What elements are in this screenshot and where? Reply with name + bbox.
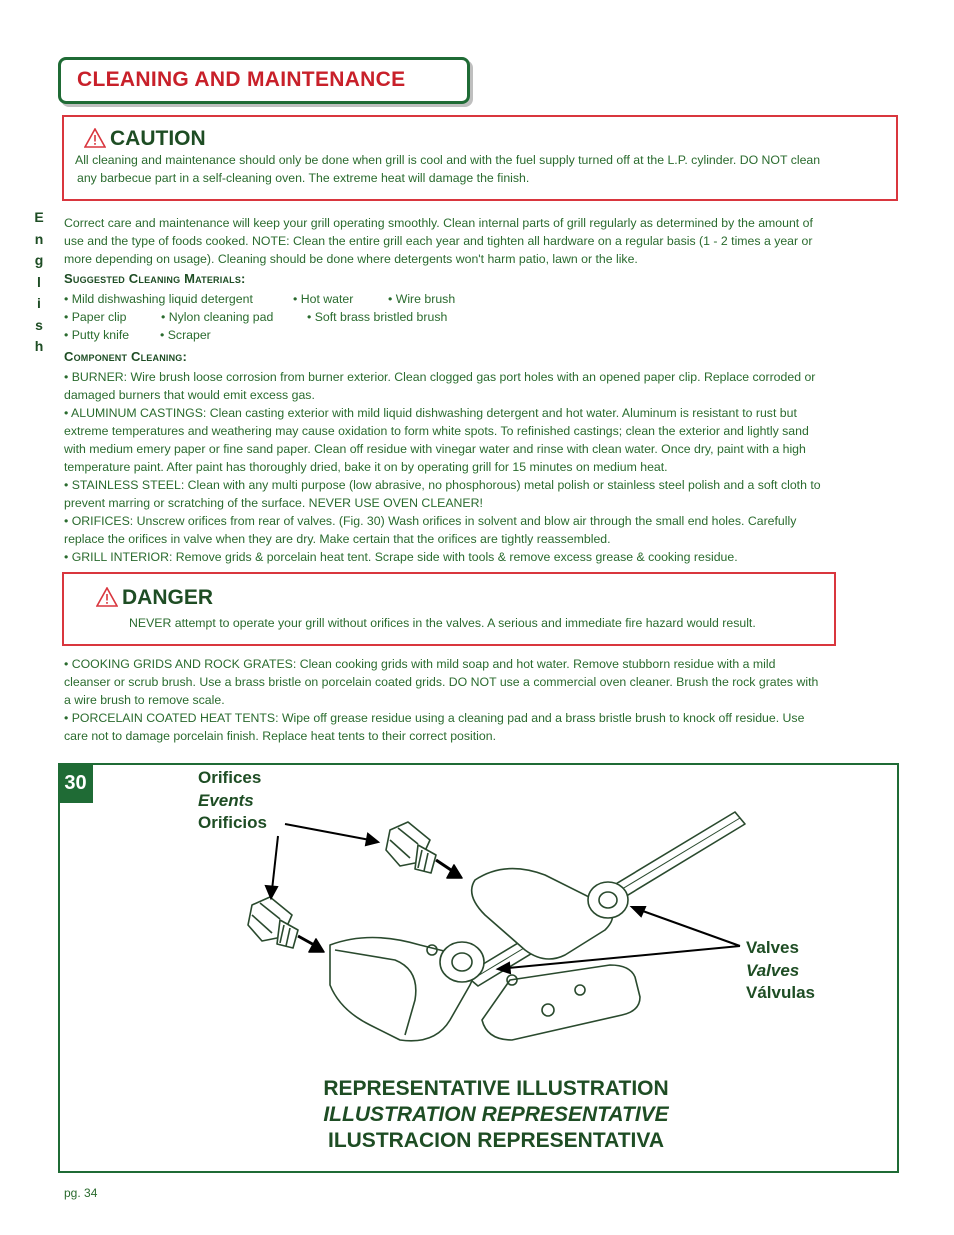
valves-label: Valves Valves Válvulas xyxy=(746,938,815,1002)
grids-tents-paragraphs: • COOKING GRIDS AND ROCK GRATES: Clean cooking grids with mild soap and hot water. Remove stubborn residue with a mild cleanser or scrub brush. Use a brass bristle on porcelain coated grids. DO NOT use a commercial oven cleaner. Brush the rock grates with a wire brush to remove scale. • PORCELAIN COATED HEAT TENTS: Wipe off grease residue using a cleaning pad and a brass bristle brush to knock off residue. Use care not to damage porcelain finish. Replace heat tents to their correct position. xyxy=(64,657,819,743)
intro-paragraph: Correct care and maintenance will keep your grill operating smoothly. Clean internal parts of grill regularly as determined by the amount of use and the type of foods cooked. NOTE: Clean the entire grill each year and tighten all hardware on a regular basis (1 - 2 times a year or more depending on usage). Cleaning should be done where detergents won't harm patio, lawn or the like. xyxy=(64,216,813,266)
section-title: CLEANING AND MAINTENANCE xyxy=(77,68,406,91)
page-number: pg. 34 xyxy=(64,1186,98,1200)
materials-heading: Suggested Cleaning Materials: xyxy=(64,271,246,286)
warning-triangle-icon xyxy=(84,128,106,148)
danger-text: NEVER attempt to operate your grill without orifices in the valves. A serious and immediate fire hazard would result. xyxy=(129,616,756,630)
valve-orifice-illustration xyxy=(240,800,750,1060)
materials-row: • Paper clip • Nylon cleaning pad • Soft brass bristled brush xyxy=(64,310,448,324)
section-title-box xyxy=(58,57,470,104)
language-side-label: E n g l i s h xyxy=(34,209,44,354)
caution-line: All cleaning and maintenance should only be done when grill is cool and with the fuel supply turned off at the L.P. cylinder. DO NOT clean xyxy=(75,153,821,167)
materials-row: • Putty knife • Scraper xyxy=(64,328,211,342)
component-paragraphs: • BURNER: Wire brush loose corrosion from burner exterior. Clean clogged gas port holes with an opened paper clip. Replace corroded or damaged burners that would emit excess gas. • ALUMINUM CASTINGS: Clean casting exterior with mild liquid dishwashing detergent and hot water. Aluminum is resistant to rust but extreme temperatures and weathering may cause oxidation to form white spots. To refinished castings; clean the exterior and lightly sand with medium emery paper or fine sand paper. Clean off residue with vinegar water and rinse with clean water. Once dry, paint with a high temperature paint. After paint has thoroughly dried, bake it on by operating grill for 15 minutes on medium heat. • STAINLESS STEEL: Clean with any multi purpose (low abrasive, no phosphorous) metal polish or stainless steel polish and a soft cloth to prevent marring or scratching of the surface. NEVER USE OVEN CLEANER! • ORIFICES: Unscrew orifices from rear of valves. (Fig. 30) Wash orifices in solvent and blow air through the small end holes. Carefully replace the orifices in valve when they are dry. Make certain that the orifices are tightly reassembled. • GRILL INTERIOR: Remove grids & porcelain heat tent. Scrape side with tools & remove excess grease & cooking residue. xyxy=(64,370,821,564)
orifice-arrow-lower xyxy=(272,836,278,890)
component-heading: Component Cleaning: xyxy=(64,349,188,364)
upper-valve xyxy=(472,869,613,959)
valve-arrow-upper xyxy=(640,910,740,946)
materials-row: • Mild dishwashing liquid detergent • Hot water • Wire brush xyxy=(64,292,456,306)
orifices-label: Orifices Events Orificios xyxy=(198,768,267,832)
lower-orifice xyxy=(248,897,298,948)
caution-heading: CAUTION xyxy=(84,127,206,151)
bracket xyxy=(482,965,640,1040)
warning-triangle-icon xyxy=(96,587,118,607)
figure-caption: REPRESENTATIVE ILLUSTRATION ILLUSTRATION REPRESENTATIVE ILUSTRACION REPRESENTATIVA xyxy=(323,1077,669,1152)
danger-heading: DANGER xyxy=(96,586,213,610)
upper-orifice xyxy=(386,822,436,873)
caution-line: any barbecue part in a self-cleaning oven. The extreme heat will damage the finish. xyxy=(77,171,530,185)
caution-text xyxy=(75,151,885,187)
figure-number: 30 xyxy=(58,763,93,803)
orifice-arrow-upper xyxy=(285,824,370,840)
